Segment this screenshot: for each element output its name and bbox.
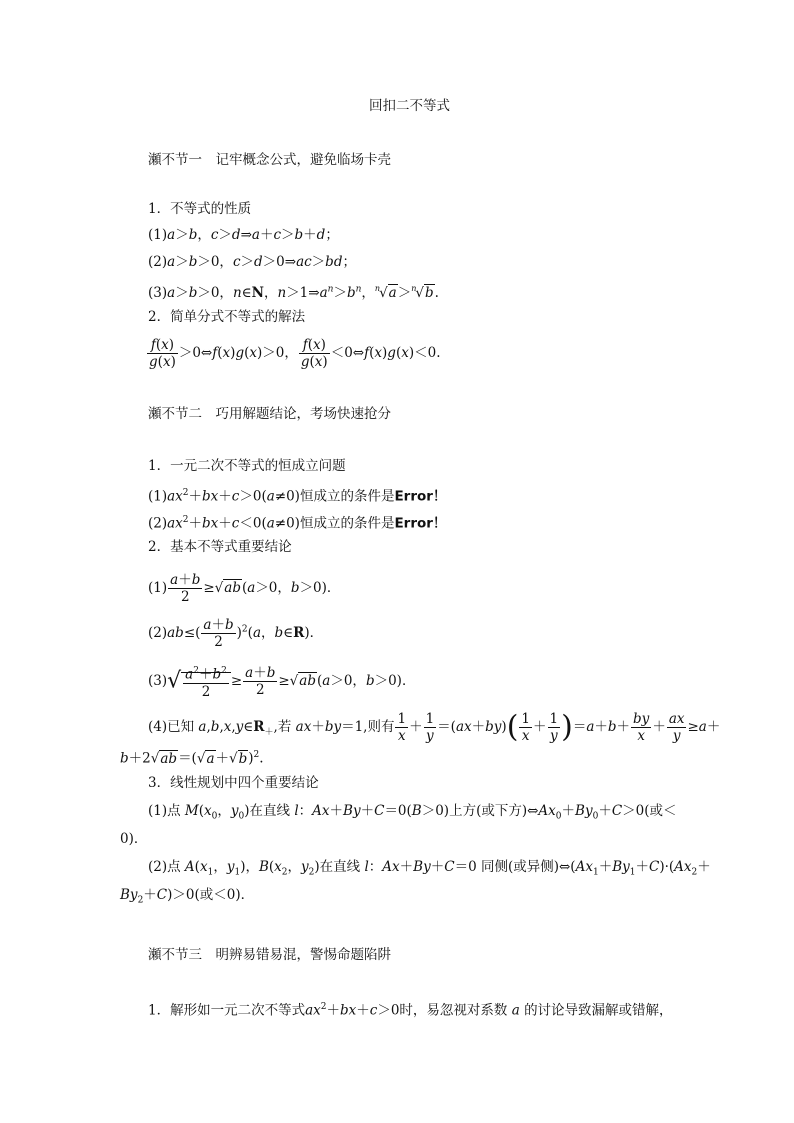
s3-item1-text-c: 的讨论导致漏解或错解， bbox=[524, 1002, 673, 1019]
s1-formula-2: (2)a＞b＞0，c＞d＞0⇒ac＞bd； bbox=[148, 254, 356, 270]
section-3-heading: 瀬不节三 明辨易错易混，警惕命题陷阱 bbox=[148, 947, 391, 963]
error-text-1: Error！ bbox=[394, 488, 447, 505]
s2-lp-1: (1)点 $M(x_0$，$y_0$)在直线 l：Ax＋By＋C＝0(B＞0)上方(或下方)$\Leftrightarrow Ax_0+By_0+C>0$(或＜ bbox=[148, 803, 677, 822]
s3-item1-text-b: 时，易忽视对系数 bbox=[399, 1002, 508, 1019]
s1-fraction-formula: $\frac{f(x)}{g(x)}$ ＞0⇔f(x)g(x)＞0， $\frac{f(x)}{g(x)}$ ＜0⇔f(x)g(x)＜0. bbox=[149, 337, 441, 370]
s2-cond-text-2: 恒成立的条件是 bbox=[299, 515, 395, 532]
page-title: 回扣二不等式 bbox=[369, 98, 450, 114]
s1-item1-heading: 1．不等式的性质 bbox=[148, 201, 252, 217]
s2-lp-2: (2)点 $A(x_1$，$y_1$)，$B(x_2$，$y_2$)在直线 l：Ax＋By＋C＝0 同侧(或异侧)$\Leftrightarrow(Ax_1+By_1+C)\cdot(Ax_2+$ bbox=[148, 859, 711, 878]
s2-ineq-4: (4)已知 $a,b,x,y\in R_+$,若 ax＋by＝1,则有 $\frac{1}{x}$ ＋ $\frac{1}{y}$ ＝(ax＋by)( $\frac{1}{x}$ ＋ $\frac{1}{y}$ )＝a＋b＋ $\frac{by}{x}$ ＋ $\frac{ax}{y}$ ≥a＋ bbox=[148, 709, 721, 745]
section-2-heading: 瀬不节二 巧用解题结论，考场快速抢分 bbox=[148, 406, 391, 422]
s2-item1-heading: 1．一元二次不等式的恒成立问题 bbox=[148, 458, 346, 474]
s2-item3-heading: 3．线性规划中四个重要结论 bbox=[148, 775, 319, 791]
s2-item2-heading: 2．基本不等式重要结论 bbox=[148, 539, 292, 555]
s1-item2-heading: 2．简单分式不等式的解法 bbox=[148, 309, 306, 325]
s2-ineq-4-cont: $b+2√ab=(√a+√b)^2$. bbox=[120, 750, 264, 767]
s2-lp-1-cont: 0)． bbox=[120, 831, 148, 847]
s2-cond-text-1: 恒成立的条件是 bbox=[299, 488, 395, 505]
s2-ineq-3: (3)√ $\frac{a^2+b^2}{2}$ ≥ $\frac{a+b}{2}$ ≥√ab(a＞0，b＞0)． bbox=[148, 664, 416, 700]
s2-formula-2: $(2)ax^2+bx+c<0(a\ne 0)$恒成立的条件是Error！ bbox=[148, 515, 447, 532]
s1-formula-1: (1)a＞b，c＞d⇒a＋c＞b＋d； bbox=[148, 227, 339, 243]
s3-item1-text-a: 1．解形如一元二次不等式 bbox=[148, 1002, 306, 1019]
section-1-heading: 瀬不节一 记牢概念公式，避免临场卡壳 bbox=[148, 152, 391, 168]
s2-ineq-1: (1) $\frac{a+b}{2}$ ≥√ab(a＞0，b＞0)． bbox=[148, 572, 341, 605]
s3-item1: 1．解形如一元二次不等式$ax^2+bx+c>0$时，易忽视对系数 a 的讨论导致漏解或错解， bbox=[148, 1002, 673, 1019]
s1-formula-3: (3)a＞b＞0，n∈N，$n>1\Rightarrow a^n>b^n$，$^n$√a＞$^n$√b. bbox=[148, 284, 439, 301]
s2-ineq-2: (2)ab≤( $\frac{a+b}{2}$ )$^2$(a，b∈R)． bbox=[148, 617, 324, 650]
s2-lp-2-cont: $By_2+C)>0$(或＜0)． bbox=[120, 887, 255, 906]
s2-formula-1: $(1)ax^2+bx+c>0(a\ne 0)$恒成立的条件是Error！ bbox=[148, 488, 447, 505]
error-text-2: Error！ bbox=[394, 515, 447, 532]
